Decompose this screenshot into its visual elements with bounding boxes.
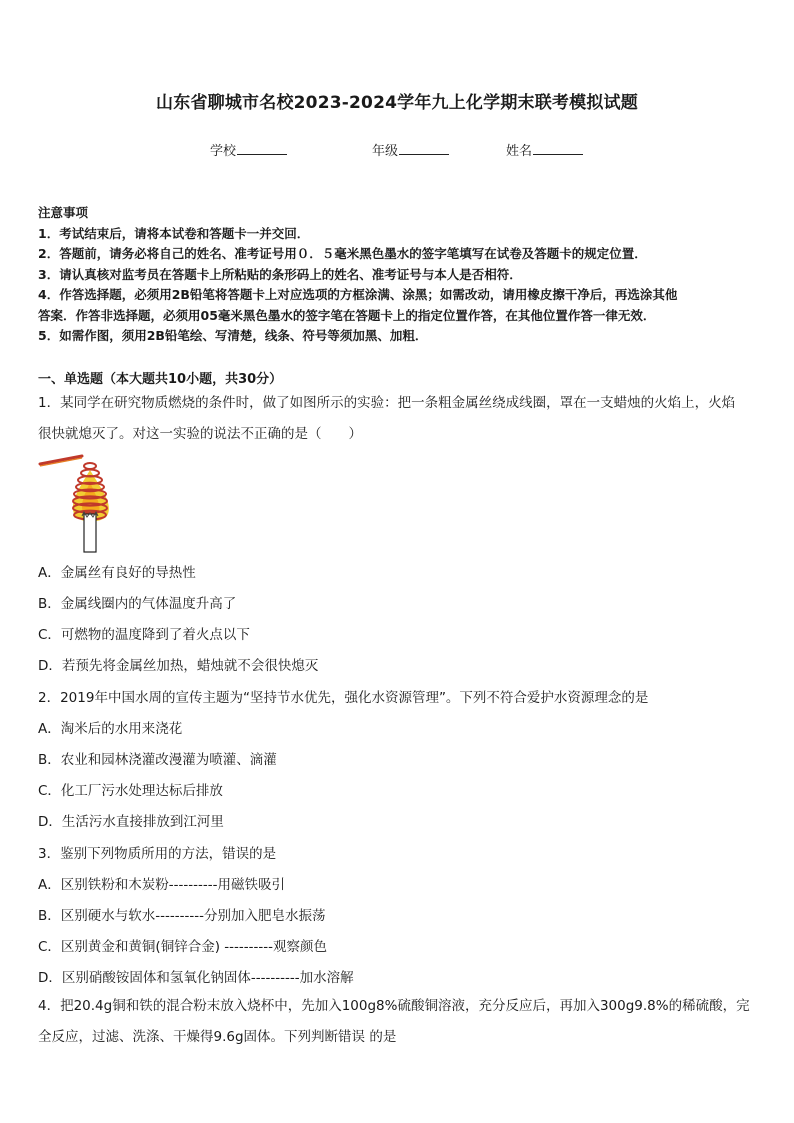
notes-item: 4．作答选择题，必须用2B铅笔将答题卡上对应选项的方框涂满、涂黑；如需改动，请用橡皮擦干净后，再选涂其他	[38, 287, 678, 302]
name-blank[interactable]	[533, 142, 583, 155]
question-2-option-b[interactable]: B．农业和园林浇灌改漫灌为喷灌、滴灌	[38, 752, 277, 768]
question-3-option-a[interactable]: A．区别铁粉和木炭粉----------用磁铁吸引	[38, 877, 285, 893]
school-label: 学校	[210, 144, 237, 159]
question-1-stem	[38, 388, 762, 450]
notes-item: 3．请认真核对监考员在答题卡上所粘贴的条形码上的姓名、准考证号与本人是否相符．	[38, 266, 522, 282]
question-3-option-c[interactable]: C．区别黄金和黄铜(铜锌合金) ----------观察颜色	[38, 939, 327, 955]
question-1-line-1: 1．某同学在研究物质燃烧的条件时，做了如图所示的实验：把一条粗金属丝绕成线圈，罩在一支蜡烛的火焰上，火焰	[38, 395, 736, 411]
question-2-stem: 2．2019年中国水周的宣传主题为“坚持节水优先，强化水资源管理”。下列不符合爱护水资源理念的是	[38, 690, 649, 706]
question-1-option-d[interactable]: D．若预先将金属丝加热，蜡烛就不会很快熄灭	[38, 658, 319, 674]
candle	[84, 514, 96, 552]
notes-item: 2．答题前，请务必将自己的姓名、准考证号用０．５毫米黑色墨水的签字笔填写在试卷及答题卡的规定位置．	[38, 246, 647, 261]
question-4-line-2: 全反应，过滤、洗涤、干燥得9.6g固体。下列判断错误 的是	[38, 1029, 397, 1045]
school-blank[interactable]	[237, 142, 287, 155]
wire-handle	[40, 456, 82, 464]
question-3-option-b[interactable]: B．区别硬水与软水----------分别加入肥皂水振荡	[38, 908, 326, 924]
grade-field	[372, 140, 449, 159]
student-info-row	[0, 140, 794, 160]
question-4-line-1: 4．把20.4g铜和铁的混合粉末放入烧杯中，先加入100g8%硫酸铜溶液，充分反应后，再加入300g9.8%的稀硫酸，完	[38, 998, 750, 1014]
notes-heading: 注意事项	[38, 205, 89, 220]
section-title: 一、单选题（本大题共10小题，共30分）	[38, 372, 283, 387]
question-3-stem: 3．鉴别下列物质所用的方法，错误的是	[38, 846, 277, 862]
grade-blank[interactable]	[399, 142, 449, 155]
notes-item: 5．如需作图，须用2B铅笔绘、写清楚，线条、符号等须加黑、加粗．	[38, 328, 428, 343]
candle-coil-illustration	[38, 452, 128, 556]
name-field	[506, 140, 583, 159]
question-3-option-d[interactable]: D．区别硝酸铵固体和氢氧化钠固体----------加水溶解	[38, 970, 354, 986]
notes-item: 1．考试结束后，请将本试卷和答题卡一并交回．	[38, 225, 310, 241]
page-title: 山东省聊城市名校2023-2024学年九上化学期末联考模拟试题	[156, 93, 638, 113]
question-1-option-a[interactable]: A．金属丝有良好的导热性	[38, 565, 196, 581]
question-1-option-c[interactable]: C．可燃物的温度降到了着火点以下	[38, 627, 250, 643]
question-2-option-c[interactable]: C．化工厂污水处理达标后排放	[38, 783, 223, 799]
school-field	[210, 140, 287, 159]
question-2-option-d[interactable]: D．生活污水直接排放到江河里	[38, 814, 224, 830]
question-2-option-a[interactable]: A．淘米后的水用来浇花	[38, 721, 183, 737]
notes-block	[38, 203, 768, 347]
grade-label: 年级	[372, 144, 399, 159]
question-4-stem	[38, 991, 762, 1053]
question-1-line-2: 很快就熄灭了。对这一实验的说法不正确的是（ ）	[38, 426, 362, 442]
name-label: 姓名	[506, 144, 533, 159]
notes-item: 答案．作答非选择题，必须用05毫米黑色墨水的签字笔在答题卡上的指定位置作答，在其他位置作答一律无效．	[38, 307, 656, 323]
question-1-option-b[interactable]: B．金属线圈内的气体温度升高了	[38, 596, 237, 612]
